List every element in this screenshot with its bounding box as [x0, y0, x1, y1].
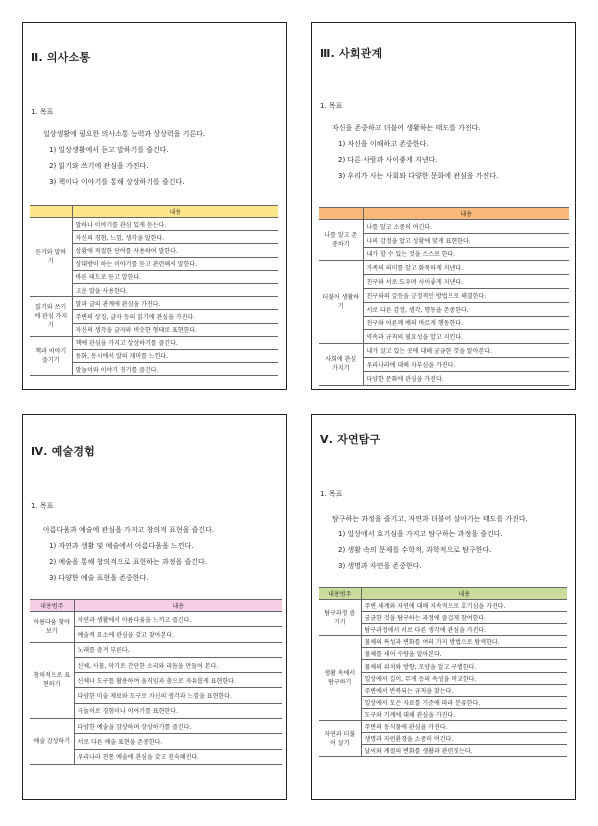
goal-item: 1) 자신을 이해하고 존중한다.: [338, 140, 429, 148]
goal-list: [33, 525, 278, 589]
panel-title: Ⅳ. 예술경험: [31, 445, 95, 458]
content-cell: 내가 할 수 있는 것을 스스로 한다.: [363, 247, 569, 261]
content-cell: 말하나 이야기를 관심 있게 듣는다.: [72, 218, 278, 231]
content-cell: 일상에서 길이, 무게 등의 속성을 비교한다.: [361, 672, 567, 684]
content-cell: 내가 살고 있는 곳에 대해 궁금한 것을 알아본다.: [363, 344, 569, 358]
goal-item: 3) 생명과 자연을 존중한다.: [338, 562, 422, 570]
content-cell: 약속과 규칙의 필요성을 알고 지킨다.: [363, 330, 569, 344]
goal-lead: 일상생활에 필요한 의사소통 능력과 상상력을 기른다.: [43, 130, 206, 138]
goal-heading: 1. 목표: [320, 102, 343, 110]
content-cell: 물체의 위치와 방향, 모양을 알고 구별한다.: [361, 660, 567, 672]
content-cell: 나를 알고 소중히 여긴다.: [363, 220, 569, 234]
content-table: [30, 599, 282, 765]
content-cell: 탐구과정에서 서로 다른 생각에 관심을 가진다.: [361, 624, 567, 636]
goal-item: 2) 읽기와 쓰기에 관심을 가진다.: [49, 162, 149, 170]
goal-item: 2) 생활 속의 문제를 수학적, 과학적으로 탐구한다.: [338, 546, 492, 554]
goal-lead: 아름다움과 예술에 관심을 가지고 창의적 표현을 즐긴다.: [43, 526, 215, 534]
goal-list: [33, 129, 278, 193]
content-cell: 다양한 예술을 감상하며 상상하기를 즐긴다.: [74, 719, 282, 734]
content-cell: 주변의 동식물에 관심을 가진다.: [361, 720, 567, 732]
content-cell: 물체의 특성과 변화를 여러 가지 방법으로 탐색한다.: [361, 636, 567, 648]
content-cell: 주변에서 반복되는 규칙을 찾는다.: [361, 684, 567, 696]
category-cell: 책과 이야기 즐기기: [30, 336, 72, 376]
table-row: [30, 297, 278, 310]
content-cell: 주변의 상징, 글자 등의 읽기에 관심을 가진다.: [72, 310, 278, 323]
category-cell: 예술 감상하기: [30, 719, 74, 765]
content-cell: 서로 다른 감정, 생각, 행동을 존중한다.: [363, 302, 569, 316]
content-cell: 날씨와 계절의 변화를 생활과 관련짓는다.: [361, 745, 567, 757]
table-row: [30, 218, 278, 231]
table-row: [30, 336, 278, 349]
content-cell: 동화, 동시에서 말의 재미를 느낀다.: [72, 349, 278, 362]
table-row: [319, 720, 567, 732]
content-cell: 자신의 경험, 느낌, 생각을 말한다.: [72, 231, 278, 244]
category-cell: 읽기와 쓰기에 관심 가지기: [30, 297, 72, 337]
table-header-row: [319, 208, 569, 220]
content-cell: 상황에 적절한 단어를 사용하여 말한다.: [72, 244, 278, 257]
panel-communication: [22, 22, 287, 390]
goal-lead: 자신을 존중하고 더불어 생활하는 태도를 가진다.: [332, 124, 481, 132]
panel-title: Ⅱ. 의사소통: [31, 51, 91, 64]
content-cell: 궁금한 것을 탐구하는 과정에 즐겁게 참여한다.: [361, 612, 567, 624]
content-header: 내용: [361, 588, 567, 600]
table-row: [319, 600, 567, 612]
goal-item: 3) 우리가 사는 사회와 다양한 문화에 관심을 가진다.: [338, 172, 499, 180]
content-cell: 나의 감정을 알고 상황에 맞게 표현한다.: [363, 233, 569, 247]
content-cell: 주변 세계와 자연에 대해 지속적으로 호기심을 가진다.: [361, 600, 567, 612]
table-row: [30, 719, 282, 734]
table-header-row: [30, 600, 282, 612]
content-cell: 노래를 즐겨 부른다.: [74, 642, 282, 657]
category-cell: 아름다움 찾아보기: [30, 612, 74, 643]
content-cell: 친구와의 갈등을 긍정적인 방법으로 해결한다.: [363, 288, 569, 302]
panel-title: Ⅴ. 자연탐구: [320, 433, 381, 446]
content-cell: 말과 글의 관계에 관심을 가진다.: [72, 297, 278, 310]
category-header: [30, 206, 72, 218]
content-cell: 가족의 의미를 알고 화목하게 지낸다.: [363, 261, 569, 275]
table-header-row: [319, 588, 567, 600]
category-header: 내용범주: [319, 588, 361, 600]
category-cell: 탐구과정 즐기기: [319, 600, 361, 636]
content-cell: 고운 말을 사용한다.: [72, 283, 278, 296]
content-cell: 우리나라 전통 예술에 관심을 갖고 친숙해진다.: [74, 749, 282, 764]
goal-item: 1) 자연과 생활 및 예술에서 아름다움을 느낀다.: [49, 542, 194, 550]
panel-art-experience: [22, 414, 287, 800]
panel-nature-exploration: [311, 414, 576, 800]
content-cell: 상대방이 하는 이야기를 듣고 관련해서 말한다.: [72, 257, 278, 270]
panel-social-relations: [311, 22, 576, 390]
category-cell: 더불어 생활하기: [319, 261, 363, 344]
table-row: [30, 612, 282, 627]
content-cell: 예술적 요소에 관심을 갖고 찾아본다.: [74, 627, 282, 642]
content-cell: 물체를 세어 수량을 알아본다.: [361, 648, 567, 660]
goal-item: 3) 다양한 예술 표현을 존중한다.: [49, 574, 149, 582]
content-cell: 일상에서 모은 자료를 기준에 따라 분류한다.: [361, 696, 567, 708]
content-cell: 자연과 생활에서 아름다움을 느끼고 즐긴다.: [74, 612, 282, 627]
category-cell: 듣기와 말하기: [30, 218, 72, 297]
content-cell: 말놀이와 이야기 짓기를 즐긴다.: [72, 363, 278, 376]
content-table: [30, 205, 278, 376]
content-cell: 생명과 자연환경을 소중히 여긴다.: [361, 733, 567, 745]
content-cell: 우리나라에 대해 자부심을 가진다.: [363, 357, 569, 371]
table-row: [319, 261, 569, 275]
content-header: 내용: [363, 208, 569, 220]
goal-lead: 탐구하는 과정을 즐기고, 자연과 더불어 살아가는 태도를 가진다.: [332, 515, 528, 523]
content-cell: 자신의 생각을 글자와 비슷한 형태로 표현한다.: [72, 323, 278, 336]
content-cell: 신체나 도구를 활용하여 움직임과 춤으로 자유롭게 표현한다.: [74, 673, 282, 688]
content-cell: 친구와 서로 도우며 사이좋게 지낸다.: [363, 275, 569, 289]
category-cell: 사회에 관심 가지기: [319, 344, 363, 385]
goal-item: 2) 예술을 통해 창의적으로 표현하는 과정을 즐긴다.: [49, 558, 207, 566]
category-cell: 나를 알고 존중하기: [319, 220, 363, 261]
category-cell: 생활 속에서 탐구하기: [319, 636, 361, 721]
content-cell: 바른 태도로 듣고 말한다.: [72, 270, 278, 283]
panel-title: Ⅲ. 사회관계: [320, 47, 383, 60]
goal-item: 2) 다른 사람과 사이좋게 지낸다.: [338, 156, 438, 164]
table-row: [30, 642, 282, 657]
content-table: [319, 207, 569, 386]
table-row: [319, 220, 569, 234]
content-cell: 다양한 미술 재료와 도구로 자신의 생각과 느낌을 표현한다.: [74, 688, 282, 703]
goal-item: 3) 책이나 이야기를 통해 상상하기를 즐긴다.: [49, 178, 185, 186]
goal-list: [322, 511, 567, 577]
category-cell: 자연과 더불어 살기: [319, 720, 361, 756]
goal-heading: 1. 목표: [31, 502, 54, 510]
content-cell: 극놀이로 경험이나 이야기를 표현한다.: [74, 703, 282, 718]
goal-item: 1) 일상에서 호기심을 가지고 탐구하는 과정을 즐긴다.: [338, 530, 503, 538]
category-header: [319, 208, 363, 220]
content-header: 내용: [72, 206, 278, 218]
content-cell: 서로 다른 예술 표현을 존중한다.: [74, 734, 282, 749]
content-cell: 도구와 기계에 대해 관심을 가진다.: [361, 708, 567, 720]
goal-item: 1) 일상생활에서 듣고 말하기를 즐긴다.: [49, 146, 169, 154]
content-cell: 책에 관심을 가지고 상상하기를 즐긴다.: [72, 336, 278, 349]
table-row: [319, 636, 567, 648]
content-header: 내용: [74, 600, 282, 612]
goal-heading: 1. 목표: [320, 490, 343, 498]
table-row: [319, 344, 569, 358]
content-cell: 신체, 사물, 악기로 간단한 소리와 리듬을 만들어 본다.: [74, 657, 282, 672]
goal-heading: 1. 목표: [31, 108, 54, 116]
category-header: 내용범주: [30, 600, 74, 612]
table-header-row: [30, 206, 278, 218]
content-table: [319, 587, 567, 757]
goal-list: [322, 123, 567, 187]
content-cell: 친구와 어른께 예의 바르게 행동한다.: [363, 316, 569, 330]
category-cell: 창의적으로 표현하기: [30, 642, 74, 718]
content-cell: 다양한 문화에 관심을 가진다.: [363, 371, 569, 385]
